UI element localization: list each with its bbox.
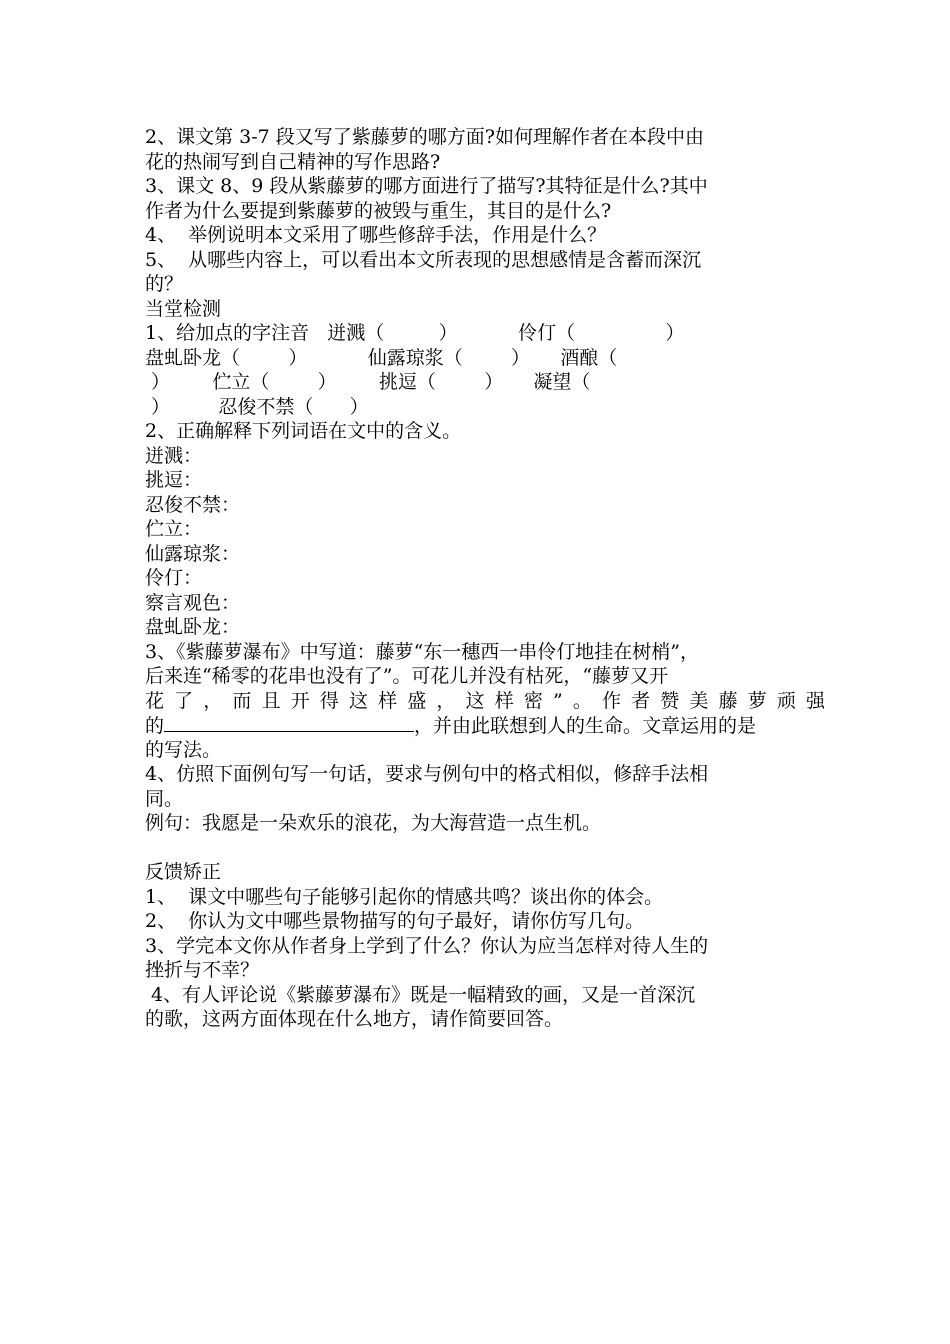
question-2-line-2: 花的热闹写到自己精神的写作思路?: [145, 150, 441, 173]
text-column: [145, 125, 825, 1032]
question-5-line-1: 5、 从哪些内容上，可以看出本文所表现的思想感情是含蓄而深沉: [145, 248, 702, 271]
feedback-item: 4、有人评论说《紫藤萝瀑布》既是一幅精致的画，又是一首深沉: [145, 983, 696, 1006]
test-question-4-line-1: 4、仿照下面例句写一句话，要求与例句中的格式相似，修辞手法相: [145, 763, 709, 785]
fill-in-blank[interactable]: [164, 713, 414, 732]
fill-suffix: ，并由此联想到人的生命。文章运用的是: [414, 715, 757, 737]
test-question-2-title: 2、正确解释下列词语在文中的含义。: [145, 420, 462, 442]
pinyin-line-2: 盘虬卧龙（ ） 仙露琼浆（ ） 酒酿（: [145, 346, 618, 369]
question-4: 4、 举例说明本文采用了哪些修辞手法，作用是什么？: [145, 224, 607, 246]
test-question-4-line-2: 同。: [145, 787, 184, 810]
feedback-item: 1、 课文中哪些句子能够引起你的情感共鸣？谈出你的体会。: [145, 885, 664, 908]
term-item: 迸溅：: [145, 444, 203, 467]
pinyin-line-1: 1、给加点的字注音 迸溅（ ） 伶仃（ ）: [145, 322, 685, 344]
test-question-3-line-1: 3、《紫藤萝瀑布》中写道：藤萝“东一穗西一串伶仃地挂在树梢”，: [145, 640, 700, 663]
blank-gap: [145, 836, 825, 861]
question-3-line-2: 作者为什么要提到紫藤萝的被毁与重生，其目的是什么?: [145, 199, 612, 222]
test-question-3-line-5: 的写法。: [145, 738, 222, 761]
feedback-item: 挫折与不幸？: [145, 959, 260, 981]
feedback-item: 的歌，这两方面体现在什么地方，请作简要回答。: [145, 1008, 564, 1030]
example-sentence: 例句：我愿是一朵欢乐的浪花，为大海营造一点生机。: [145, 812, 602, 834]
question-3-line-1: 3、课文 8、9 段从紫藤萝的哪方面进行了描写?其特征是什么?其中: [145, 175, 708, 197]
term-item: 察言观色：: [145, 591, 241, 614]
test-question-3-line-3: 花了，而且开得这样盛，这样密”。作者赞美藤萝顽强: [145, 689, 825, 712]
question-5-line-2: 的？: [145, 273, 184, 295]
section-heading-test: 当堂检测: [145, 297, 222, 320]
pinyin-line-4: ） 忍俊不禁（ ）: [145, 395, 369, 418]
term-item: 忍俊不禁：: [145, 493, 241, 516]
question-2-line-1: 2、课文第 3-7 段又写了紫藤萝的哪方面?如何理解作者在本段中由: [145, 126, 704, 148]
term-item: 挑逗：: [145, 469, 203, 491]
feedback-item: 2、 你认为文中哪些景物描写的句子最好，请你仿写几句。: [145, 910, 645, 932]
term-item: 仙露琼浆：: [145, 542, 241, 565]
section-heading-feedback: 反馈矫正: [145, 861, 222, 883]
term-item: 伫立：: [145, 518, 203, 540]
feedback-item: 3、学完本文你从作者身上学到了什么？你认为应当怎样对待人生的: [145, 934, 709, 957]
fill-prefix: 的: [145, 715, 165, 737]
term-item: 伶仃：: [145, 567, 203, 589]
test-question-3-line-2: 后来连“稀零的花串也没有了”。可花儿并没有枯死，“藤萝又开: [145, 665, 669, 687]
test-question-3-line-4: [145, 713, 825, 738]
term-item: 盘虬卧龙：: [145, 616, 241, 638]
pinyin-line-3: ） 伫立（ ） 挑逗（ ） 凝望（: [145, 371, 591, 393]
